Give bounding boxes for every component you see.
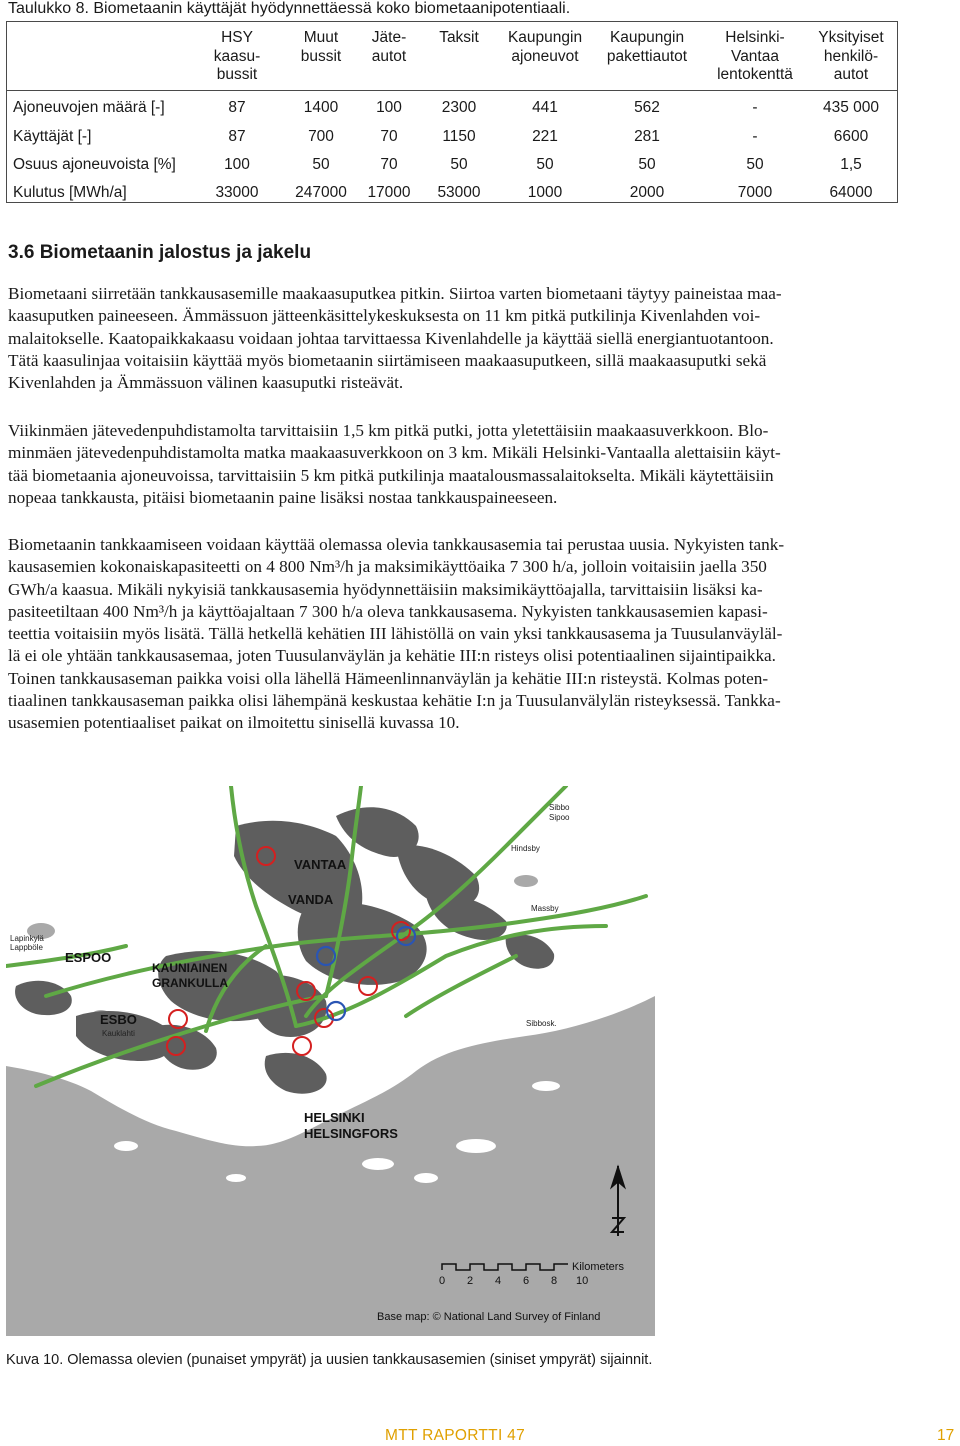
table-cell: 1000: [527, 184, 563, 201]
map-label-sipoo: Sipoo: [549, 813, 570, 822]
table-cell: 87: [228, 99, 246, 116]
map-label-lapinkyla: Lapinkylä: [10, 934, 44, 943]
table-cell: 1400: [303, 99, 339, 116]
table-cell: 100: [224, 156, 250, 173]
table-cell: -: [752, 99, 758, 116]
table-cell: 2300: [441, 99, 477, 116]
text-line: Biometaani siirretään tankkausasemille maakaasuputkea pitkin. Siirtoa varten biometaani täytyy paineistaa maa-: [8, 284, 782, 303]
paragraph: [8, 534, 898, 735]
scale-title: Kilometers: [572, 1261, 624, 1273]
table-cell: 441: [532, 99, 558, 116]
text-line: GWh/a kaasua. Mikäli nykyisiä tankkausasemia hyödynnettäisiin maksimikäyttöajalla, tarvittaisiin lisäksi ka-: [8, 579, 763, 599]
lake: [514, 875, 538, 887]
table-cell: 70: [380, 128, 398, 145]
column-header: Muut bussit: [300, 29, 342, 65]
text-line: lä ei ole yhtään tankkausasemaa, joten Tuusulanväylän ja kehätie III:n risteys olisi potentiaalinen sijaintipaikka.: [8, 646, 776, 666]
section-heading: 3.6 Biometaanin jalostus ja jakelu: [8, 242, 312, 263]
text-line: Viikinmäen jätevedenpuhdistamolta tarvittaisiin 1,5 km pitkä putki, jotta yletettäisiin maakaasuverkkoon. Blo-: [8, 421, 769, 440]
table-cell: 562: [634, 99, 660, 116]
island: [532, 1081, 560, 1091]
table-cell: 87: [228, 128, 246, 145]
text-line: Tätä kaasulinjaa voitaisiin käyttää myös biometaanin siirtämiseen maakaasuputkeen, sillä maakaasuputki sekä: [8, 350, 767, 370]
map-credit: Base map: © National Land Survey of Finland: [377, 1311, 601, 1323]
map-label-esbo: ESBO: [100, 1012, 137, 1027]
table-cell: 50: [746, 156, 764, 173]
map-label-sibbo: Sibbo: [549, 803, 570, 812]
text-line: kausasemien kokonaiskapasiteetti on 4 800 Nm³/h ja maksimikäyttöaika 7 300 h/a, jolloin voitaisiin jaella 350: [8, 557, 767, 577]
text-line: Biometaanin tankkaamiseen voidaan käyttää olemassa olevia tankkausasemia tai perustaa uusia. Nykyisten tank-: [8, 535, 785, 554]
scale-tick-label: 6: [523, 1275, 530, 1287]
map-label-helsingfors: HELSINGFORS: [304, 1126, 398, 1141]
table-cell: 100: [376, 99, 402, 116]
page-number: 17: [937, 1427, 955, 1444]
table-cell: 50: [638, 156, 656, 173]
text-line: malaitokselle. Kaatopaikkakaasu voidaan johtaa tarvittaessa Kivenlahdelle ja käyttää siellä energiantuotantoon.: [8, 328, 774, 348]
text-line: tiaalinen tankkausaseman paikka olisi lähempänä keskustaa kehätie I:n ja Tuusulanvälylän risteyksessä. Tankka-: [8, 691, 781, 711]
figure-caption: Kuva 10. Olemassa olevien (punaiset ympyrät) ja uusien tankkausasemien (siniset ympyrät) sijainnit.: [6, 1352, 653, 1368]
island: [362, 1158, 394, 1170]
text-line: nopeaa tankkausta, pitäisi biometaanin paine lisäksi nostaa tankkauspaineeseen.: [8, 487, 558, 507]
map-label-sibbosk: Sibbosk.: [526, 1019, 557, 1028]
map-label-espoo: ESPOO: [65, 950, 112, 965]
table-cell: 435 000: [822, 99, 880, 116]
paragraph: [8, 283, 898, 394]
table-caption: Taulukko 8. Biometaanin käyttäjät hyödynnettäessä koko biometaanipotentiaali.: [8, 0, 571, 17]
text-line: minmäen jätevedenpuhdistamolta matka maakaasuverkkoon on 3 km. Mikäli Helsinki-Vantaalla alettaisiin käyt-: [8, 443, 781, 463]
table-cell: 1,5: [840, 156, 862, 173]
row-label: Ajoneuvojen määrä [-]: [13, 99, 165, 116]
map-figure: [6, 786, 655, 1336]
table-cell: 64000: [829, 184, 873, 201]
scale-tick-label: 2: [467, 1275, 474, 1287]
table-cell: -: [752, 128, 758, 145]
map-label-kauklahti: Kauklahti: [102, 1029, 135, 1038]
table-cell: 50: [536, 156, 554, 173]
paragraph: [8, 420, 898, 509]
header-divider: [7, 90, 897, 91]
scale-tick-label: 4: [495, 1275, 502, 1287]
table-cell: 2000: [629, 184, 665, 201]
island: [114, 1141, 138, 1151]
column-header: Kaupungin pakettiautot: [606, 29, 688, 65]
table-cell: 7000: [737, 184, 773, 201]
table-cell: 281: [634, 128, 660, 145]
scale-tick-label: 0: [439, 1275, 446, 1287]
table-cell: 700: [308, 128, 334, 145]
column-header: Taksit: [439, 29, 479, 46]
table-cell: 17000: [367, 184, 411, 201]
text-line: pasiteetiltaan 400 Nm³/h ja käyttöajaltaan 7 300 h/a oleva tankkausasema. Nykyisten tankkausasemien kapasi-: [8, 601, 768, 621]
table-cell: 6600: [833, 128, 869, 145]
column-header: Kaupungin ajoneuvot: [507, 29, 583, 65]
table-cell: 33000: [215, 184, 259, 201]
column-header: HSY kaasu- bussit: [213, 29, 261, 83]
scale-tick-label: 10: [576, 1275, 589, 1287]
text-line: Toinen tankkausaseman paikka voisi olla lähellä Hämeenlinnanväylän ja kehätie III:n risteystä. Kolmas poten-: [8, 668, 769, 688]
table-cell: 50: [312, 156, 330, 173]
row-label: Kulutus [MWh/a]: [13, 184, 127, 201]
island: [226, 1174, 246, 1182]
scale-tick-label: 8: [551, 1275, 558, 1287]
table-cell: 221: [532, 128, 558, 145]
map-label-vantaa: VANTAA: [294, 857, 347, 872]
column-header: Helsinki- Vantaa lentokenttä: [717, 29, 793, 83]
island: [414, 1173, 438, 1183]
island: [456, 1139, 496, 1153]
map-label-helsinki: HELSINKI: [304, 1110, 365, 1125]
text-line: teettia voitaisiin myös lisätä. Tällä hetkellä kehätien III lähistöllä on vain yksi tankkausasema ja Tuusulanväyläl-: [8, 624, 783, 644]
table-cell: 50: [450, 156, 468, 173]
text-line: tää biometaania ajoneuvoissa, tarvittaisiin 5 km pitkä putkilinja maatalousmassalaitokselta. Mikäli käytettäisiin: [8, 465, 774, 485]
text-line: Kivenlahden ja Ämmässuon välinen kaasuputki risteävät.: [8, 373, 404, 393]
text-line: usasemien potentiaaliset paikat on ilmoitettu sinisellä kuvassa 10.: [8, 713, 460, 733]
table-cell: 70: [380, 156, 398, 173]
data-table: [6, 21, 898, 203]
map-label-vanda: VANDA: [288, 892, 334, 907]
table-cell: 53000: [437, 184, 481, 201]
table-cell: 247000: [295, 184, 347, 201]
map-label-massby: Massby: [531, 904, 559, 913]
row-label: Käyttäjät [-]: [13, 128, 92, 145]
column-header: Yksityiset henkilö- autot: [818, 29, 884, 83]
map-label-hindsby: Hindsby: [511, 844, 540, 853]
text-line: kaasuputken paineeseen. Ämmässuon jätteenkäsittelykeskuksesta on 11 km pitkä putkilinja Kivenlahden voi-: [8, 306, 761, 326]
footer-title: MTT RAPORTTI 47: [385, 1427, 526, 1444]
column-header: Jäte- autot: [371, 29, 407, 65]
map-label-grankulla: GRANKULLA: [152, 976, 228, 990]
row-label: Osuus ajoneuvoista [%]: [13, 156, 176, 173]
map-label-kauniainen: KAUNIAINEN: [152, 961, 228, 975]
table-cell: 1150: [442, 128, 476, 145]
map-label-lappbole: Lappböle: [10, 943, 43, 952]
